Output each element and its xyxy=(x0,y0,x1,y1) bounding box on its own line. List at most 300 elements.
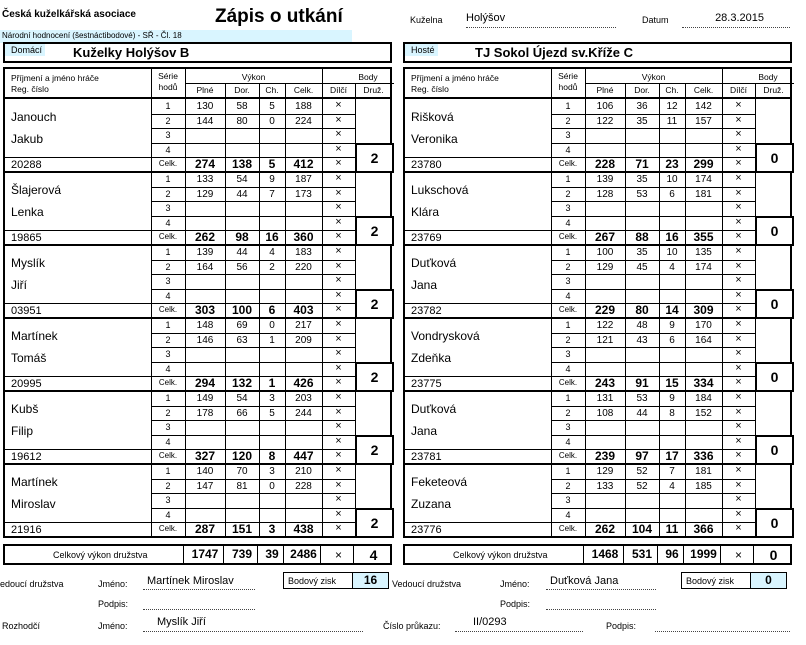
player-reg-no: 23769 xyxy=(411,232,442,244)
signature-line-home xyxy=(143,595,255,610)
game-clear: 44 xyxy=(236,188,248,200)
game-misses: 0 xyxy=(269,480,275,492)
sum-misses: 16 xyxy=(665,230,679,244)
game-total: 228 xyxy=(295,480,312,492)
game-full: 133 xyxy=(196,174,214,185)
sum-misses: 3 xyxy=(268,522,276,536)
game-full: 106 xyxy=(596,101,614,112)
date-label: Datum xyxy=(642,15,669,25)
game-full: 139 xyxy=(196,247,214,258)
header-total: Celk. xyxy=(293,85,314,95)
game-clear: 70 xyxy=(236,466,248,477)
player-firstname: Jiří xyxy=(11,278,27,292)
referee-label: Rozhodčí xyxy=(2,621,41,631)
player-surname: Duťková xyxy=(411,256,457,270)
player-firstname: Klára xyxy=(411,205,440,219)
player-surname: Lukschová xyxy=(411,183,469,197)
series-number: 2 xyxy=(165,334,171,345)
game-misses: 0 xyxy=(269,115,275,127)
sum-full: 303 xyxy=(194,303,216,317)
captain-label-home: edoucí družstva xyxy=(0,579,64,589)
sum-total: 355 xyxy=(693,230,714,244)
player-team-points: 0 xyxy=(755,289,794,319)
referee-name-label: Jméno: xyxy=(98,621,128,631)
header-misses: Ch. xyxy=(265,85,279,95)
ind-point-x: × xyxy=(735,493,742,505)
ind-point-x: × xyxy=(335,274,342,286)
series-number: 3 xyxy=(165,203,171,213)
game-clear: 35 xyxy=(636,115,648,127)
series-number: 2 xyxy=(565,407,571,418)
game-total: 244 xyxy=(295,407,312,419)
ind-point-x: × xyxy=(335,113,342,126)
player-surname: Duťková xyxy=(411,402,457,416)
player-firstname: Filip xyxy=(11,424,34,438)
subtitle: Národní hodnocení (šestnáctibodové) - SŘ - Čl. 18 xyxy=(0,30,352,43)
page-title: Zápis o utkání xyxy=(215,6,343,27)
ind-point-x: × xyxy=(335,347,342,359)
ind-point-x: × xyxy=(735,201,742,213)
player-reg-no: 03951 xyxy=(11,305,42,317)
sum-clear: 120 xyxy=(231,449,253,463)
sum-full: 262 xyxy=(594,522,616,536)
points-gain-away xyxy=(681,572,787,589)
series-number: 1 xyxy=(165,174,171,184)
game-clear: 80 xyxy=(236,115,248,127)
signature-label-away: Podpis: xyxy=(500,599,531,609)
game-full: 129 xyxy=(596,261,614,273)
player-surname: Vondrysková xyxy=(411,329,480,343)
venue-label: Kuželna xyxy=(410,15,443,25)
ind-point-x: × xyxy=(735,376,742,388)
game-misses: 6 xyxy=(669,334,675,346)
sum-misses: 11 xyxy=(665,522,679,536)
team-total-row-away xyxy=(403,544,792,565)
series-number: 4 xyxy=(165,144,171,155)
player-reg-no: 20288 xyxy=(11,159,42,171)
game-clear: 44 xyxy=(636,407,648,419)
player-team-points: 0 xyxy=(755,143,794,173)
sum-clear: 88 xyxy=(635,230,649,244)
game-full: 122 xyxy=(596,320,614,331)
game-clear: 58 xyxy=(236,101,248,112)
game-total: 217 xyxy=(295,320,312,331)
player-team-points: 0 xyxy=(755,435,794,465)
team-total-x: × xyxy=(334,548,342,562)
game-total: 220 xyxy=(295,261,312,273)
sum-label: Celk. xyxy=(558,451,578,460)
series-number: 4 xyxy=(165,509,171,520)
series-number: 1 xyxy=(165,101,171,111)
player-firstname: Jana xyxy=(411,424,438,438)
team-total-value: 1468 xyxy=(591,547,619,561)
player-team-points: 2 xyxy=(355,289,394,319)
series-number: 2 xyxy=(565,480,571,491)
ind-point-x: × xyxy=(735,157,742,169)
game-full: 139 xyxy=(596,174,614,185)
ind-point-x: × xyxy=(335,391,342,403)
ind-point-x: × xyxy=(335,201,342,213)
game-misses: 9 xyxy=(669,393,675,404)
player-team-points: 0 xyxy=(755,508,794,538)
ind-point-x: × xyxy=(735,142,742,155)
player-reg-no: 23780 xyxy=(411,159,442,171)
ind-point-x: × xyxy=(735,274,742,286)
game-misses: 10 xyxy=(666,174,678,185)
game-full: 129 xyxy=(196,188,214,200)
sum-label: Celk. xyxy=(158,451,178,460)
game-clear: 66 xyxy=(236,407,248,419)
team-total-label: Celkový výkon družstva xyxy=(53,550,148,560)
game-full: 131 xyxy=(596,393,614,404)
sum-clear: 91 xyxy=(635,376,649,390)
player-reg-no: 23775 xyxy=(411,378,442,390)
sum-full: 267 xyxy=(594,230,616,244)
player-surname: Myslík xyxy=(11,256,45,270)
sum-label: Celk. xyxy=(558,305,578,314)
series-number: 1 xyxy=(165,466,171,476)
series-number: 1 xyxy=(165,320,171,330)
team-table-home xyxy=(3,67,392,538)
player-team-points: 2 xyxy=(355,362,394,392)
series-number: 2 xyxy=(565,334,571,345)
ind-point-x: × xyxy=(335,420,342,432)
game-total: 187 xyxy=(295,174,312,185)
header-series-2: hodů xyxy=(558,82,578,92)
header-points: Body xyxy=(758,72,778,82)
series-number: 4 xyxy=(165,217,171,228)
game-misses: 2 xyxy=(269,261,275,273)
ind-point-x: × xyxy=(735,186,742,199)
game-total: 174 xyxy=(695,261,712,273)
ind-point-x: × xyxy=(335,303,342,315)
game-total: 203 xyxy=(295,393,312,404)
game-clear: 54 xyxy=(236,174,248,185)
game-clear: 52 xyxy=(636,466,648,477)
ind-point-x: × xyxy=(335,245,342,257)
ind-point-x: × xyxy=(735,215,742,228)
game-misses: 9 xyxy=(669,320,675,331)
ind-point-x: × xyxy=(335,215,342,228)
referee-name: Myslík Jiří xyxy=(143,616,363,632)
series-number: 2 xyxy=(165,261,171,272)
player-firstname: Jana xyxy=(411,278,438,292)
series-number: 2 xyxy=(165,480,171,491)
game-clear: 43 xyxy=(636,334,648,346)
captain-name-label-away: Jméno: xyxy=(500,579,530,589)
ind-point-x: × xyxy=(735,522,742,534)
game-misses: 1 xyxy=(269,334,275,346)
series-number: 4 xyxy=(565,436,571,447)
game-full: 147 xyxy=(196,480,214,492)
game-full: 130 xyxy=(196,101,214,112)
series-number: 2 xyxy=(565,115,571,126)
ind-point-x: × xyxy=(335,361,342,374)
series-number: 1 xyxy=(165,393,171,403)
game-total: 224 xyxy=(295,115,312,127)
sum-full: 228 xyxy=(594,157,616,171)
sum-full: 287 xyxy=(194,522,216,536)
header-reg-no: Reg. číslo xyxy=(411,84,449,94)
sum-total: 447 xyxy=(293,449,314,463)
series-number: 4 xyxy=(565,290,571,301)
game-total: 152 xyxy=(695,407,712,419)
sum-misses: 6 xyxy=(268,303,276,317)
sum-clear: 151 xyxy=(231,522,253,536)
ind-point-x: × xyxy=(335,332,342,345)
player-reg-no: 19865 xyxy=(11,232,42,244)
team-total-value: 2486 xyxy=(290,547,317,561)
sum-total: 438 xyxy=(293,522,314,536)
header-performance: Výkon xyxy=(241,72,266,82)
sum-clear: 104 xyxy=(631,522,653,536)
sum-total: 309 xyxy=(693,303,714,317)
sum-label: Celk. xyxy=(558,524,578,533)
ind-point-x: × xyxy=(735,464,742,476)
sum-clear: 138 xyxy=(231,157,253,171)
sum-total: 412 xyxy=(293,157,314,171)
series-number: 1 xyxy=(565,466,571,476)
game-full: 146 xyxy=(196,334,214,346)
ind-point-x: × xyxy=(335,230,342,242)
player-firstname: Lenka xyxy=(11,205,44,219)
game-misses: 4 xyxy=(669,261,675,273)
ind-point-x: × xyxy=(735,245,742,257)
sum-clear: 98 xyxy=(235,230,249,244)
game-full: 100 xyxy=(596,247,614,258)
series-number: 3 xyxy=(165,495,171,505)
game-misses: 6 xyxy=(669,188,675,200)
game-clear: 35 xyxy=(636,247,648,258)
header-series-2: hodů xyxy=(158,82,178,92)
sum-label: Celk. xyxy=(558,159,578,168)
game-total: 181 xyxy=(695,466,712,477)
sum-misses: 8 xyxy=(268,449,276,463)
player-reg-no: 23781 xyxy=(411,451,442,463)
sum-total: 366 xyxy=(693,522,714,536)
ind-point-x: × xyxy=(735,449,742,461)
team-total-x: × xyxy=(734,548,742,562)
game-misses: 11 xyxy=(666,115,678,127)
team-table-away xyxy=(403,67,792,538)
captain-name-away: Duťková Jana xyxy=(546,575,656,590)
ind-point-x: × xyxy=(335,449,342,461)
player-firstname: Zuzana xyxy=(411,497,452,511)
ind-point-x: × xyxy=(335,259,342,272)
header-player-name: Příjmení a jméno hráče xyxy=(11,73,99,83)
game-misses: 3 xyxy=(269,393,275,404)
game-clear: 45 xyxy=(636,261,648,273)
ind-point-x: × xyxy=(335,405,342,418)
ind-point-x: × xyxy=(735,230,742,242)
sum-total: 360 xyxy=(293,230,314,244)
ind-point-x: × xyxy=(335,318,342,330)
sum-total: 336 xyxy=(693,449,714,463)
ind-point-x: × xyxy=(335,493,342,505)
org-name: Česká kuželkářská asociace xyxy=(2,9,136,20)
ind-point-x: × xyxy=(335,478,342,491)
sum-clear: 71 xyxy=(635,157,649,171)
player-team-points: 2 xyxy=(355,143,394,173)
player-surname: Janouch xyxy=(11,110,57,124)
game-clear: 53 xyxy=(636,188,648,200)
ind-point-x: × xyxy=(735,420,742,432)
ind-point-x: × xyxy=(335,507,342,520)
game-total: 181 xyxy=(695,188,712,200)
series-number: 3 xyxy=(565,276,571,286)
game-clear: 44 xyxy=(236,247,248,258)
ind-point-x: × xyxy=(335,434,342,447)
sum-label: Celk. xyxy=(558,378,578,387)
signature-label-home: Podpis: xyxy=(98,599,129,609)
sum-clear: 80 xyxy=(635,303,649,317)
player-reg-no: 19612 xyxy=(11,451,42,463)
game-misses: 8 xyxy=(669,407,675,419)
sum-full: 239 xyxy=(594,449,616,463)
player-surname: Kubš xyxy=(11,402,39,416)
header-series: Série xyxy=(558,71,578,81)
series-number: 4 xyxy=(165,290,171,301)
game-clear: 52 xyxy=(636,480,648,492)
game-misses: 7 xyxy=(669,466,675,477)
game-full: 149 xyxy=(196,393,214,404)
game-total: 183 xyxy=(295,247,312,258)
game-misses: 0 xyxy=(269,320,275,331)
game-misses: 5 xyxy=(269,101,275,112)
sum-label: Celk. xyxy=(158,305,178,314)
ind-point-x: × xyxy=(335,142,342,155)
venue-value: Holýšov xyxy=(466,12,616,28)
sum-full: 294 xyxy=(194,376,216,390)
game-full: 140 xyxy=(196,466,214,477)
sum-clear: 100 xyxy=(231,303,253,317)
sum-misses: 23 xyxy=(665,157,679,171)
ind-point-x: × xyxy=(735,347,742,359)
team-tag-away: Hosté xyxy=(405,44,438,56)
team-name-home: Kuželky Holýšov B xyxy=(73,45,190,60)
sum-misses: 1 xyxy=(268,376,276,390)
sum-misses: 14 xyxy=(665,303,679,317)
sum-clear: 132 xyxy=(231,376,253,390)
points-gain-home xyxy=(283,572,389,589)
sum-total: 299 xyxy=(693,157,714,171)
sum-total: 403 xyxy=(293,303,314,317)
header-series: Série xyxy=(158,71,178,81)
header-clear: Dor. xyxy=(634,85,650,95)
team-total-value: 531 xyxy=(631,547,653,561)
player-team-points: 2 xyxy=(355,508,394,538)
ind-point-x: × xyxy=(335,288,342,301)
ind-point-x: × xyxy=(335,522,342,534)
sum-full: 327 xyxy=(194,449,216,463)
player-surname: Šlajerová xyxy=(11,183,62,197)
sum-full: 262 xyxy=(194,230,216,244)
referee-signature-line xyxy=(655,616,790,632)
series-number: 3 xyxy=(165,276,171,286)
header-misses: Ch. xyxy=(665,85,679,95)
sum-misses: 17 xyxy=(665,449,679,463)
ind-point-x: × xyxy=(735,478,742,491)
ind-point-x: × xyxy=(735,288,742,301)
game-total: 184 xyxy=(695,393,712,404)
sum-full: 229 xyxy=(594,303,616,317)
header-total: Celk. xyxy=(693,85,714,95)
game-misses: 12 xyxy=(666,101,678,112)
team-total-points: 0 xyxy=(769,547,778,563)
series-number: 3 xyxy=(165,349,171,359)
sum-label: Celk. xyxy=(158,378,178,387)
game-clear: 69 xyxy=(236,320,248,331)
game-clear: 54 xyxy=(236,393,248,404)
series-number: 3 xyxy=(165,422,171,432)
ind-point-x: × xyxy=(735,361,742,374)
series-number: 1 xyxy=(565,174,571,184)
captain-name-label-home: Jméno: xyxy=(98,579,128,589)
game-clear: 36 xyxy=(636,101,648,112)
ind-point-x: × xyxy=(335,376,342,388)
sum-misses: 5 xyxy=(268,157,276,171)
game-full: 178 xyxy=(196,407,214,419)
game-full: 122 xyxy=(596,115,614,127)
series-number: 4 xyxy=(165,436,171,447)
ind-point-x: × xyxy=(735,172,742,184)
game-total: 157 xyxy=(695,115,712,127)
series-number: 3 xyxy=(165,130,171,140)
header-performance: Výkon xyxy=(641,72,666,82)
sum-label: Celk. xyxy=(158,232,178,241)
ind-point-x: × xyxy=(335,186,342,199)
game-total: 174 xyxy=(695,174,712,185)
player-team-points: 2 xyxy=(355,435,394,465)
series-number: 1 xyxy=(565,320,571,330)
game-clear: 35 xyxy=(636,174,648,185)
player-firstname: Veronika xyxy=(411,132,458,146)
series-number: 4 xyxy=(565,363,571,374)
header-team-points: Druž. xyxy=(363,85,384,95)
series-number: 2 xyxy=(565,261,571,272)
team-total-label: Celkový výkon družstva xyxy=(453,550,548,560)
game-total: 210 xyxy=(295,466,312,477)
game-clear: 53 xyxy=(636,393,648,404)
game-clear: 81 xyxy=(236,480,248,492)
game-misses: 3 xyxy=(269,466,275,477)
team-total-value: 39 xyxy=(265,547,279,561)
game-total: 185 xyxy=(695,480,712,492)
game-full: 133 xyxy=(596,480,614,492)
series-number: 1 xyxy=(565,393,571,403)
series-number: 3 xyxy=(565,130,571,140)
player-surname: Martínek xyxy=(11,475,58,489)
captain-name-home: Martínek Miroslav xyxy=(143,575,255,590)
player-reg-no: 21916 xyxy=(11,524,42,536)
team-name-away: TJ Sokol Újezd sv.Kříže C xyxy=(475,45,633,60)
game-total: 173 xyxy=(295,188,312,200)
game-full: 148 xyxy=(196,320,214,331)
series-number: 2 xyxy=(165,188,171,199)
ind-point-x: × xyxy=(735,405,742,418)
date-value: 28.3.2015 xyxy=(682,12,790,28)
game-full: 144 xyxy=(196,115,214,127)
team-total-value: 739 xyxy=(231,547,253,561)
game-full: 121 xyxy=(596,334,614,346)
player-team-points: 0 xyxy=(755,216,794,246)
player-reg-no: 23782 xyxy=(411,305,442,317)
team-total-points: 4 xyxy=(369,547,378,563)
points-gain-value-home: 16 xyxy=(352,573,388,588)
ind-point-x: × xyxy=(735,99,742,111)
game-total: 170 xyxy=(695,320,712,331)
team-total-value: 96 xyxy=(665,547,679,561)
